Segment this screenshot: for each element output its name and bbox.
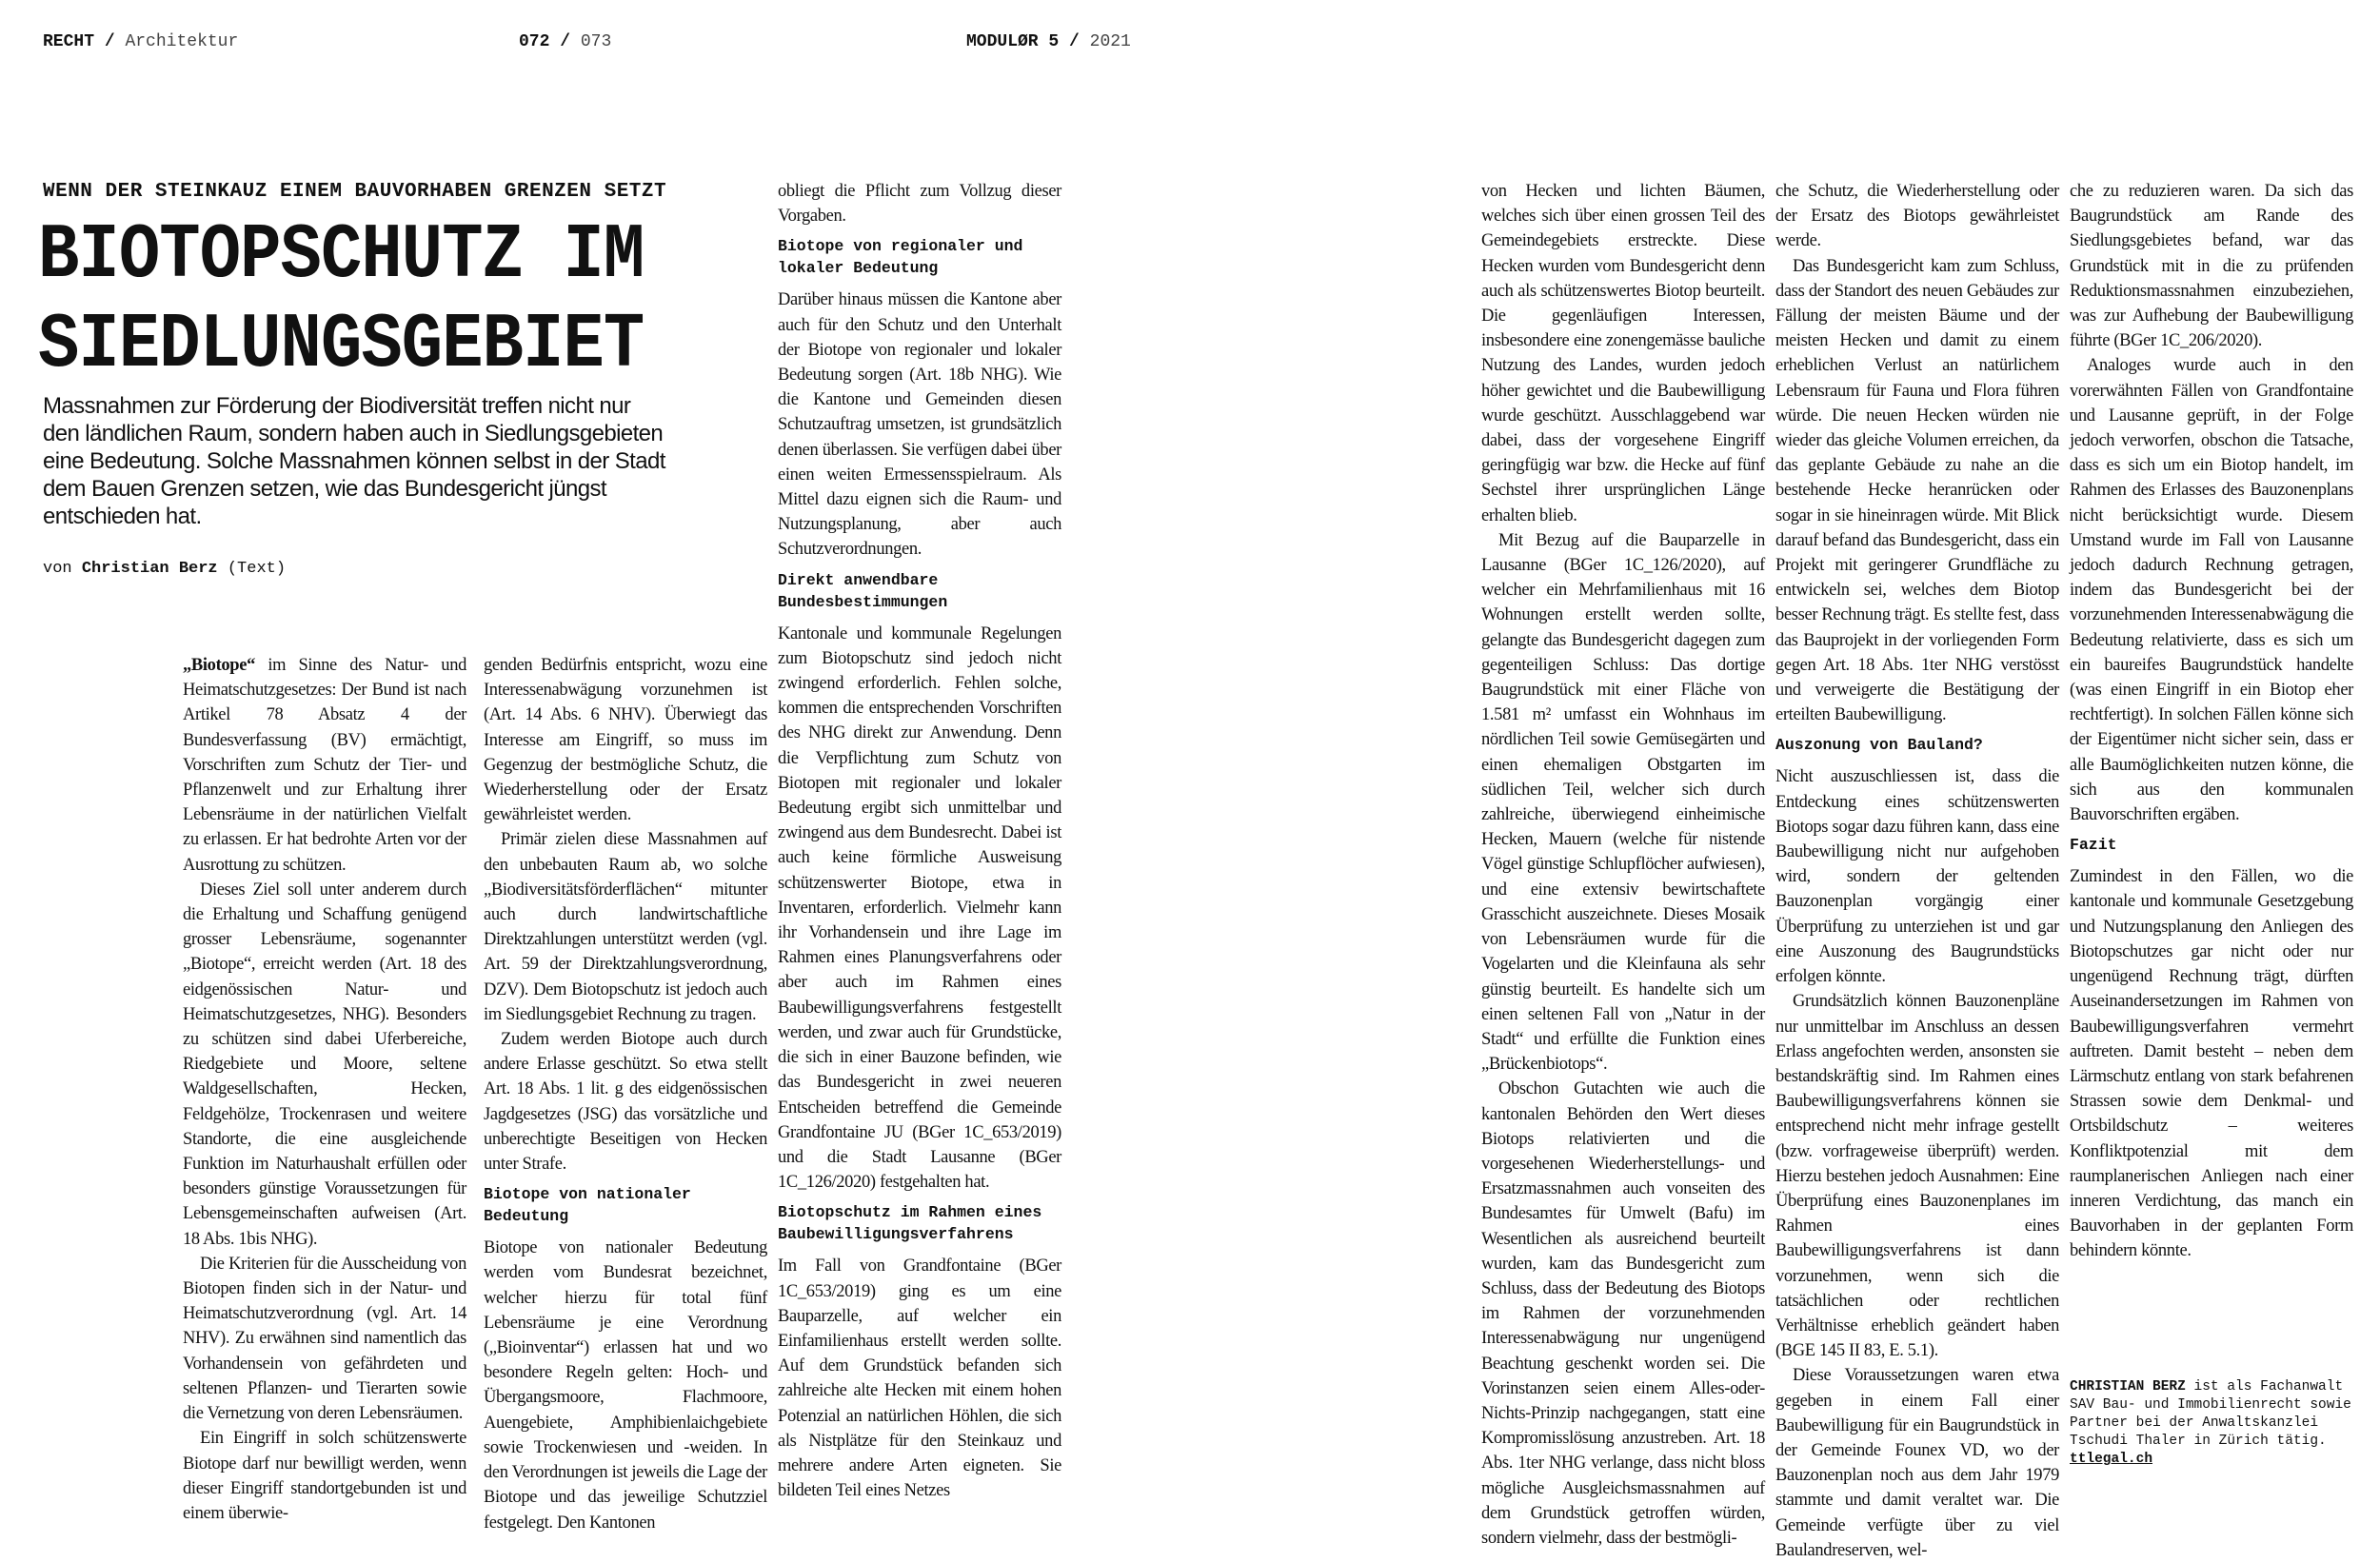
article-title [38,211,644,390]
body-paragraph: Im Fall von Grandfontaine (BGer 1C_653/2019) ging es um eine Bauparzelle, auf welcher ein Einfamilienhaus erstellt werden sollte. Auf dem Grundstück befanden sich zahlreiche alte Hecken mit einem hohen Potenzial an natürlichen Höhlen, die sich als Nistplätze für den Steinkauz und mehrere andere Arten eigneten. Sie bildeten Teil eines Netzes [778,1256,1061,1501]
body-paragraph [183,653,466,878]
section-heading: Biotope von nationaler Bedeutung [484,1185,691,1226]
bio-text: ist als Fachanwalt SAV Bau- und Immobilienrecht sowie Partner bei der Anwaltskanzlei Tschudi Thaler in Zürich tätig. [2070,1379,2351,1449]
text-column-6 [2070,179,2353,1261]
body-paragraph: Nicht auszuschliessen ist, dass die Entdeckung eines schützenswerten Biotops sogar dazu führen kann, dass eine Baubewilligung nicht nur aufgehoben wird, sondern der geltenden Bauzonenplan vorgängig einer Überprüfung zu unterziehen ist und gar eine Auszonung des Baugrundstücks erfolgen könnte. [1775,767,2059,987]
body-paragraph: Biotope von nationaler Bedeutung werden vom Bundesrat bezeichnet, welcher hierzu für total fünf Lebensräume je eine Verordnung („Bioinventar“) erlassen hat und wo besondere Regeln gelten: Hoch- und Übergangsmoore, Flachmoore, Auengebiete, Amphibienlaichgebiete sowie Trockenwiesen und -weiden. In den Verordnungen ist jeweils die Lage der Biotope und das jeweilige Schutzziel festgelegt. Den Kantonen [484,1238,767,1533]
body-paragraph: che Schutz, die Wiederherstellung oder der Ersatz des Biotops gewährleistet werde. [1775,182,2059,251]
body-paragraph: Die Kriterien für die Ausscheidung von Biotopen finden sich in der Natur- und Heimatschutzverordnung (vgl. Art. 14 NHV). Zu erwähnen sind namentlich das Vorhandensein von gefährdeten und seltenen Pflanzen- und Tierarten sowie die Vernetzung von deren Lebensräumen. [183,1254,466,1424]
section-heading: Direkt anwendbare Bundesbestimmungen [778,570,948,611]
body-paragraph: Primär zielen diese Massnahmen auf den unbebauten Raum ab, wo solche „Biodiversitätsförderflächen“ mitunter auch durch landwirtschaftliche Direktzahlungen unterstützt werden (vgl. Art. 59 der Direktzahlungsverordnung, DZV). Dem Biotopschutz ist jedoch auch im Siedlungsgebiet Rechnung zu tragen. [484,830,767,1024]
body-paragraph: Analoges wurde auch in den vorerwähnten Fällen von Grandfontaine und Lausanne geprüft, in der Folge jedoch verworfen, obschon die Tatsache, dass es sich um ein Biotop handelt, im Rahmen des Erlasses des Bauzonenplans nicht berücksichtigt wurde. Diesem Umstand wurde im Fall von Lausanne jedoch dadurch Rechnung getragen, indem das Bundesgericht bei der vorzunehmenden Interessenabwägung die Bedeutung relativierte, dass es sich um ein baureifes Baugrundstück handelte (was einen Eingriff in ein Biotop eher rechtfertigt). In solchen Fällen könne sich der Eigentümer nicht sicher sein, dass er alle Baumöglichkeiten nutzen könne, die sich aus den kommunalen Bauvorschriften ergäben. [2070,356,2353,825]
author-bio [2070,1378,2355,1469]
body-paragraph: obliegt die Pflicht zum Vollzug dieser Vorgaben. [778,182,1061,227]
body-paragraph: Das Bundesgericht kam zum Schluss, dass der Standort des neuen Gebäudes zur Fällung der meisten Bäume und der meisten Hecken und damit zu einem erheblichen Verlust an natürlichem Lebensraum für Fauna und Flora führen würde. Die neuen Hecken würden nie wieder das gleiche Volumen erreichen, da das geplante Gebäude zu nahe an die bestehende Hecke heranrücken oder sogar in sie hineinragen würde. Mit Blick darauf befand das Bundesgericht, dass ein Projekt mit geringerer Grundfläche zu entwickeln sei, welches dem Biotop besser Rechnung trägt. Es stellte fest, dass das Bauprojekt in der vorliegenden Form gegen Art. 18 Abs. 1ter NHG verstösst und verweigerte die Bestätigung der erteilten Baubewilligung. [1775,256,2059,725]
section-heading: Fazit [2070,836,2117,855]
byline-prefix: von [43,560,72,578]
body-paragraph: Diese Voraussetzungen waren etwa gegeben in einem Fall einer Baubewilligung für ein Baugrundstück in der Gemeinde Founex VD, wo der Bauzonenplan noch aus dem Jahr 1979 stammte und damit veraltet war. Die Gemeinde verfügte über zu viel Baulandreserven, wel- [1775,1366,2059,1560]
text-column-2 [484,653,767,1533]
body-paragraph: genden Bedürfnis entspricht, wozu eine Interessenabwägung vorzunehmen ist (Art. 14 Abs. 6 NHV). Überwiegt das Interesse am Eingriff, so muss im Gegenzug der bestmögliche Schutz, die Wiederherstellung oder der Ersatz gewährleistet werden. [484,656,767,825]
page-right: 073 [580,32,612,51]
body-paragraph: Grundsätzlich können Bauzonenpläne nur unmittelbar im Anschluss an dessen Erlass angefochten werden, ansonsten sie bestandskräftig sind. Im Rahmen eines Baubewilligungsverfahrens können sie entsprechend nicht mehr infrage gestellt (bzw. vorfrageweise überprüft) werden. Hierzu bestehen jedoch Ausnahmen: Eine Überprüfung eines Bauzonenplanes im Rahmen eines Baubewilligungsverfahrens ist dann vorzunehmen, wenn sich die tatsächlichen oder rechtlichen Verhältnisse erheblich geändert haben (BGE 145 II 83, E. 5.1). [1775,992,2059,1361]
magazine-issue [966,32,1131,51]
separator: / [560,32,571,51]
body-paragraph: Zumindest in den Fällen, wo die kantonale und kommunale Gesetzgebung und Nutzungsplanung den Anliegen des Biotopschutzes gar nicht oder nur ungenügend Rechnung trägt, dürften Auseinandersetzungen im Rahmen von Baubewilligungsverfahren vermehrt auftreten. Damit besteht – neben dem Lärmschutz entlang von stark befahrenen Strassen sowie dem Denkmal- und Ortsbildschutz – weiteres Konfliktpotenzial mit dem raumplanerischen Anliegen nach einer inneren Verdichtung, das manch ein Bauvorhaben in der geplanten Form behindern könnte. [2070,867,2353,1261]
body-paragraph: Dieses Ziel soll unter anderem durch die Erhaltung und Schaffung genügend grosser Lebensräume, sogenannter „Biotope“, erreicht werden (Art. 18 des eidgenössischen Natur- und Heimatschutzgesetzes, NHG). Besonders zu schützen sind dabei Uferbereiche, Riedgebiete und Moore, seltene Waldgesellschaften, Hecken, Feldgehölze, Trockenrasen und weitere Standorte, die eine ausgleichende Funktion im Naturhaushalt erfüllen oder besonders günstige Voraussetzungen für Lebensgemeinschaften aufweisen (Art. 18 Abs. 1bis NHG). [183,880,466,1249]
body-paragraph: von Hecken und lichten Bäumen, welches sich über einen grossen Teil des Gemeindegebiets erstreckte. Diese Hecken wurden vom Bundesgericht denn auch als schützenswertes Biotop beurteilt. Die gegenläufigen Interessen, insbesondere eine zonengemässe bauliche Nutzung des Landes, wurden jedoch höher gewichtet und die Baubewilligung wurde geschützt. Ausschlaggebend war dabei, dass der vorgesehene Eingriff geringfügig war bzw. die Hecke auf fünf Sechstel ihrer ursprünglichen Länge erhalten blieb. [1481,182,1765,525]
running-header-section [43,32,238,51]
body-paragraph: Zudem werden Biotope auch durch andere Erlasse geschützt. So etwa stellt Art. 18 Abs. 1 lit. g des eidgenössischen Jagdgesetzes (JSG) das vorsätzliche und unberechtigte Beseitigen von Hecken unter Strafe. [484,1030,767,1175]
body-paragraph: Kantonale und kommunale Regelungen zum Biotopschutz sind jedoch nicht zwingend erforderlich. Fehlen solche, kommen die entsprechenden Vorschriften des NHG direkt zur Anwendung. Denn die Verpflichtung zum Schutz von Biotopen mit regionaler und lokaler Bedeutung ergibt sich unmittelbar und zwingend aus dem Bundesrecht. Dabei ist auch keine förmliche Ausweisung schützenswerter Biotope, etwa in Inventaren, erforderlich. Vielmehr kann ihr Vorhandensein und ihre Lage im Rahmen eines Planungsverfahrens oder aber auch im Rahmen eines Baubewilligungsverfahrens festgestellt werden, und zwar auch für Grundstücke, die sich in einer Bauzone befinden, wie das Bundesgericht in zwei neueren Entscheiden betreffend die Gemeinde Grandfontaine JU (BGer 1C_653/2019) und die Stadt Lausanne (BGer 1C_126/2020) festgehalten hat. [778,623,1061,1193]
paragraph-text: im Sinne des Natur- und Heimatschutzgesetzes: Der Bund ist nach Artikel 78 Absatz 4 der Bundesverfassung (BV) ermächtigt, Vorschriften zum Schutz der Tier- und Pflanzenwelt und zur Erhaltung ihrer Lebensräume in der natürlichen Vielfalt zu erlassen. Er hat bedrohte Arten vor der Ausrottung zu schützen. [183,656,466,875]
page-left: 072 [519,32,550,51]
author-name: Christian Berz [81,560,218,578]
category-label: Architektur [125,32,239,51]
article-kicker: WENN DER STEINKAUZ EINEM BAUVORHABEN GRENZEN SETZT [43,181,667,203]
text-column-4 [1481,179,1765,1548]
bio-name: CHRISTIAN BERZ [2070,1379,2186,1395]
text-column-5 [1775,179,2059,1560]
section-heading: Auszonung von Bauland? [1775,736,1983,755]
section-label: RECHT [43,32,95,51]
lead-in-term: „Biotope“ [183,656,255,675]
article-lead: Massnahmen zur Förderung der Biodiversität treffen nicht nur den ländlichen Raum, sondern haben auch in Siedlungsgebieten eine Bedeutung. Solche Massnahmen können selbst in der Stadt dem Bauen Grenzen setzen, wie das Bundesgericht jüngst entschieden hat. [43,393,665,529]
page-numbers [519,32,611,51]
separator: / [1069,32,1080,51]
magazine-name: MODULØR 5 [966,32,1060,51]
title-line: SIEDLUNGSGEBIET [38,301,645,389]
body-paragraph: Mit Bezug auf die Bauparzelle in Lausanne (BGer 1C_126/2020), auf welcher ein Mehrfamilienhaus mit 16 Wohnungen erstellt werden sollte, gelangte das Bundesgericht dagegen zum gegenteiligen Schluss: Das dortige Baugrundstück mit einer Fläche von 1.581 m² umfasst ein Wohnhaus im nördlichen Teil sowie Gemüsegärten und einen ehemaligen Obstgarten im südlichen Teil, welcher sich durch zahlreiche, überwiegend einheimische Hecken, Mauern (welche für nistende Vögel günstige Schlupflöcher aufwiesen), und eine extensiv bewirtschaftete Grasschicht auszeichnete. Dieses Mosaik von Lebensräumen wurde für die Vogelarten und die Kleinfauna als sehr günstig beurteilt. Es handelte sich um einen seltenen Fall von „Natur in der Stadt“ und erfüllte die Funktion eines „Brückenbiotops“. [1481,530,1765,1075]
body-paragraph: Darüber hinaus müssen die Kantone aber auch für den Schutz und den Unterhalt der Biotope von regionaler und lokaler Bedeutung sorgen (Art. 18b NHG). Wie die Kantone und Gemeinden diesen Schutzauftrag umsetzen, ist grundsätzlich denen überlassen. Sie verfügen dabei über einen weiten Ermessensspielraum. Als Mittel dazu eignen sich die Raum- und Nutzungsplanung, aber auch Schutzverordnungen. [778,290,1061,560]
text-column-1 [183,653,466,1523]
section-heading: Biotope von regionaler und lokaler Bedeutung [778,237,1023,278]
section-heading: Biotopschutz im Rahmen eines Baubewilligungsverfahrens [778,1203,1042,1244]
body-paragraph: che zu reduzieren waren. Da sich das Baugrundstück am Rande des Siedlungsgebietes befand, war das Grundstück mit in die zu prüfenden Reduktionsmassnahmen einzubeziehen, was zur Aufhebung der Baubewilligung führte (BGer 1C_206/2020). [2070,182,2353,351]
body-paragraph: Ein Eingriff in solch schützenswerte Biotope darf nur bewilligt werden, wenn dieser Eingriff standortgebunden ist und einem überwie- [183,1429,466,1523]
title-line: BIOTOPSCHUTZ IM [38,211,645,300]
author-website-link[interactable]: ttlegal.ch [2070,1452,2153,1467]
body-paragraph: Obschon Gutachten wie auch die kantonalen Behörden den Wert dieses Biotops relativierten und die vorgesehenen Wiederherstellungs- und Ersatzmassnahmen auch vonseiten des Bundesamtes für Umwelt (Bafu) im Wesentlichen als ausreichend beurteilt wurden, kam das Bundesgericht zum Schluss, dass der Bedeutung des Biotops im Rahmen der vorzunehmenden Interessenabwägung nur ungenügend Beachtung geschenkt worden sei. Die Vorinstanzen seien einem Alles-oder-Nichts-Prinzip nachgegangen, statt eine Kompromisslösung anzustreben. Art. 18 Abs. 1ter NHG verlange, dass nicht bloss mögliche Ausgleichsmassnahmen auf dem Grundstück getroffen würden, sondern vielmehr, dass der bestmögli- [1481,1079,1765,1548]
issue-year: 2021 [1089,32,1131,51]
separator: / [104,32,115,51]
byline-suffix: (Text) [227,560,287,578]
byline [43,560,286,578]
text-column-3 [778,179,1061,1501]
